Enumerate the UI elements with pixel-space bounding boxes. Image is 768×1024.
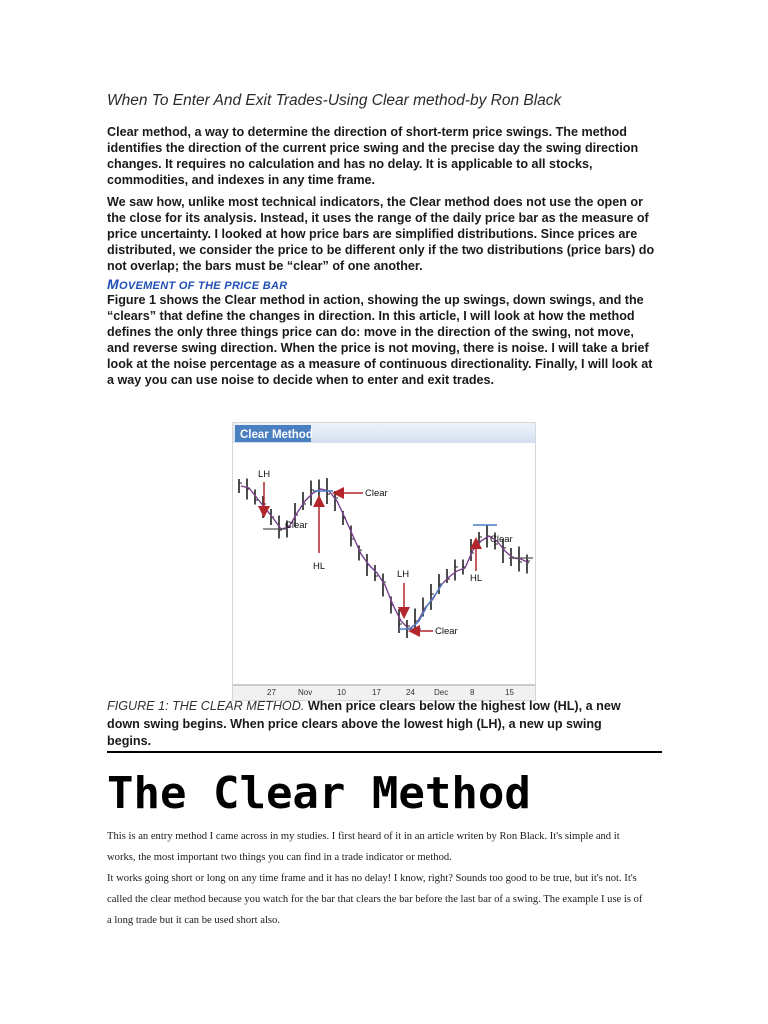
price-bars <box>239 478 530 638</box>
label-hl-1: HL <box>313 561 326 572</box>
x-tick-27: 27 <box>267 688 276 697</box>
figure-description-paragraph: Figure 1 shows the Clear method in action, showing the up swings, down swings, and the “clears” that define the changes in direction. In this article, I will look at how the method defines the only three things price can do: move in the direction of the swing, not move, and reverse swing direction. When the price is not moving, there is noise. I will take a brief look at the noise percentage as a measure of continuous directionality. Finally, I will look at a way you can use noise to decide when to enter and exit trades. <box>107 293 653 387</box>
method-paragraph: We saw how, unlike most technical indicators, the Clear method does not use the open or the close for its analysis. Instead, it uses the range of the daily price bar as the measure of price uncertainty. I looked at how price bars are simplified distributions. Since prices are distributed, we consider the price to be different only if the two distributions (price bars) do not overlap; the bars must be “clear” of one another. <box>107 195 655 273</box>
entry-method-paragraph: This is an entry method I came across in my studies. I first heard of it in an article writen by Ron Black. It's simple and it works, the most important two things you can find in a trade indicator or method. <box>107 831 620 863</box>
usage-paragraph: It works going short or long on any time frame and it has no delay! I know, right? Sounds too good to be true, but it's not. It's called the clear method because you watch for the bar that clears the bar before the last bar of a swing. The example I use is of a long trade but it can be used short also. <box>107 873 643 926</box>
caption-label: FIGURE 1: THE CLEAR METHOD. <box>107 699 305 713</box>
section-heading-rest: OVEMENT OF THE PRICE BAR <box>118 280 288 292</box>
label-clear-right: Clear <box>490 534 513 545</box>
x-tick-15: 15 <box>505 688 514 697</box>
label-lh-1: LH <box>258 469 271 480</box>
x-tick-17: 17 <box>372 688 381 697</box>
x-tick-8: 8 <box>470 688 475 697</box>
section-heading-initial: M <box>107 276 119 292</box>
label-lh-2: LH <box>397 569 410 580</box>
label-clear-bottom: Clear <box>435 626 458 637</box>
section-divider <box>107 751 662 753</box>
x-tick-10: 10 <box>337 688 346 697</box>
label-clear-left: Clear <box>285 520 308 531</box>
clear-method-figure <box>232 422 536 701</box>
figure-caption <box>107 698 647 751</box>
label-clear-top: Clear <box>365 488 388 499</box>
document-title: When To Enter And Exit Trades-Using Clear method-by Ron Black <box>107 92 562 109</box>
section-heading <box>107 276 288 292</box>
swing-line <box>241 486 529 629</box>
caption-text: When price clears below the highest low (HL), a new down swing begins. When price clears above the lowest high (LH), a new up swing begins. <box>107 699 621 748</box>
clear-method-heading: The Clear Method <box>107 768 531 819</box>
x-tick-nov: Nov <box>298 688 313 697</box>
x-tick-dec: Dec <box>434 688 449 697</box>
label-hl-2: HL <box>470 573 483 584</box>
intro-paragraph: Clear method, a way to determine the direction of short-term price swings. The method identifies the direction of the current price swing and the precise day the swing direction changes. It requires no calculation and has no delay. It is applicable to all stocks, commodities, and indexes in any time frame. <box>107 125 639 187</box>
figure-title: Clear Method <box>240 429 313 441</box>
x-tick-24: 24 <box>406 688 415 697</box>
